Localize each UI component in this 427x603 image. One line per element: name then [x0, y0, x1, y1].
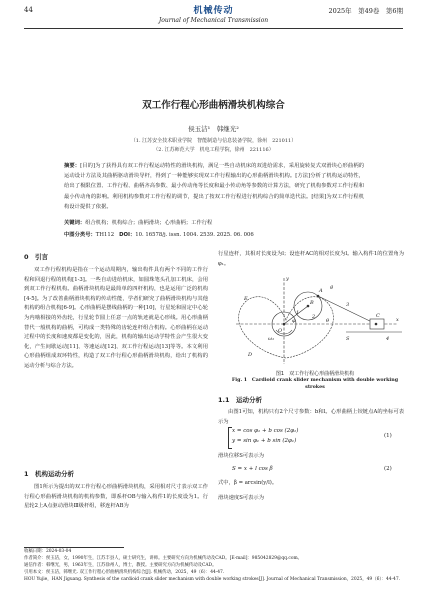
header-rule: [24, 28, 403, 29]
intro-paragraph: 双工作行程机构是指在一个运动周期内，输出构件具有两个不同的工作行程和回退行程的机构[1-3]。一些自动进给机床，如圆珠笔头孔加工机床，会用到双工作行程机构。曲柄滑块机构是最简单的四杆机构，也是运用广泛的机构[4-5]。为了改善曲柄滑块机构的传动性能，学者们研究了曲柄滑块机构与其他机构的组合机构[6-9]。心形曲柄是摆线曲柄的一种[10]，行星轮和固定中心轮为内啮相接的外齿轮，行星轮节圆上任意一点的轨迹就是心形线。用心形曲柄替代一般机构的曲柄，可构成一类特殊的齿轮连杆组合机构。心形曲柄在运动过程中的长度和速度都是变化的，因此，机构的输出运动学特性会产生很大变化，产生间歇运动[11]、等速运动[12]、双工作行程运动[13]等等。本文利用心形曲柄组成双环特性，构造了双工作行程心形曲柄滑块机构，给出了机构的运动分析与综合方法。: [24, 267, 208, 369]
cardioid-curve: [239, 297, 334, 358]
label-1: 1: [296, 310, 300, 316]
label-3: 3: [346, 302, 350, 308]
label-theta: θ: [326, 318, 330, 324]
section-1-heading: 1 机构运动分析: [24, 470, 75, 478]
equation-1a: x = cos φ₁ + b cos (2φ₁): [232, 428, 299, 434]
section-1-1-paragraph: 由图1可知，机构只有2个尺寸参数：b和l。心形曲柄上铰链点A的坐标可表示为: [218, 409, 404, 425]
doi-value: 10. 16578/j. issn. 1004. 2539. 2025. 06. 006: [135, 232, 254, 238]
footnote-author: 作者简介：侯玉洁，女，1990年生，江苏丰县人，硕士研究生，讲师。主要研究方向为机械传动及CAD。[E-mail]：985042829@qq.com。: [24, 556, 303, 561]
doi-label: DOI：: [119, 232, 136, 238]
label-g: g: [330, 284, 334, 290]
equation-1-number: (1): [384, 433, 392, 439]
label-a: A: [319, 288, 323, 294]
label-phi: φ: [292, 318, 296, 324]
label-x: x: [396, 317, 399, 323]
issue-info: 2025年 第49卷 第6期: [328, 7, 403, 15]
pivot-b: [307, 305, 310, 308]
label-b: B: [310, 300, 314, 306]
abstract: [64, 161, 364, 212]
figure-1-mechanism: [226, 270, 404, 368]
paper-authors: 侯玉洁¹ 韩继光²: [188, 125, 239, 133]
journal-title-cn: 机械传动: [193, 6, 234, 16]
footnote-received: 收稿日期：2024-03-04: [24, 549, 72, 554]
displacement-intro: 滑块位移S可表示为: [218, 453, 265, 459]
label-4: 4: [386, 336, 390, 342]
figure-1-caption-cn: 图1 双工作行程心形曲柄滑块机构: [275, 371, 355, 377]
affiliation-1: （1. 江苏安全技术职业学院 智能制造与信息装备学院，徐州 221011）: [130, 138, 297, 144]
label-d: D: [248, 352, 253, 358]
page-number: 44: [24, 6, 33, 14]
affiliation-2: （2. 江苏师范大学 机电工程学院，徐州 221116）: [153, 147, 274, 153]
classification: [64, 230, 364, 238]
label-y: y: [286, 276, 289, 282]
equation-1-brace: [228, 427, 232, 449]
equation-1b: y = sin φ₁ + b sin (2φ₁): [232, 438, 297, 444]
label-2: 2: [312, 314, 316, 320]
abstract-text: [目的]为了获得具有双工作行程运动特性的滑块机构，满足一些自动机床的双进给需求，采用旋转复式双滑块心形曲柄的运动设计方法及其曲柄驱动滑块导杆，得到了一种能够实现双工作行程输出的心形曲柄滑块机构。[方法]分析了机构运动特性，给出了极限位置、工作行程、曲柄齐高参数、最小传动角等长度和最小传动角等参数的计算方法，研究了机构参数对工作行程和最小传动角的影响。利用机构参数对工作行程的调节，提出了按双工作行程进行机构综合的简单迭代法。[结果]为双工作行程机构设计提供了依据。: [64, 163, 364, 210]
equation-2: S = x + l cos β: [232, 466, 273, 472]
label-e: E: [244, 296, 248, 302]
label-s: S: [346, 336, 350, 342]
section-0-heading: 0 引言: [24, 253, 49, 261]
label-o: O: [278, 328, 283, 334]
label-omega: ω₁: [268, 336, 275, 342]
pivot-o: [283, 323, 286, 326]
abstract-label: 摘要：: [64, 163, 81, 169]
section-1-1-heading: 1.1 运动分析: [218, 396, 263, 404]
journal-title-en: Journal of Mechanical Transmission: [158, 17, 269, 24]
footnote-citation-en: HOU Yujie，HAN Jiguang. Synthesis of the cardioid crank slider mechanism with double working strokes[J]. Journal of Mechanical Transmission，2025，49（6）：44-47.: [24, 577, 401, 582]
paper-title: 双工作行程心形曲柄滑块机构综合: [142, 100, 285, 111]
label-c: C: [376, 313, 380, 319]
beta-definition: 式中，β = arcsin(y/l)。: [218, 480, 278, 486]
footnote-rule: [24, 547, 124, 548]
section-1-paragraph: 图1所示为提出的双工作行程心形曲柄滑块机构，采用相对尺寸表示双工作行程心形曲柄滑块机构的机构参数，即系杆OB与输入构件1的长度设为1。行星轮2上A点驱动滑块Ⅲ级杆组，移连杆AB为: [24, 484, 208, 510]
clc-value: TH112: [95, 232, 115, 238]
keywords-text: 组合机构；机构综合；曲柄滑块；心形曲柄；工作行程: [85, 220, 213, 226]
clc-label: 中图分类号：: [64, 232, 96, 238]
keywords-label: 关键词：: [64, 220, 86, 226]
footnote-corresponding: 通信作者：韩继光，男，1963年生，江苏徐州人，博士，教授。主要研究方向为机械传动及CAD。: [24, 563, 217, 568]
keywords: [64, 218, 364, 226]
velocity-intro: 滑块速度S可表示为: [218, 495, 265, 501]
pivot-a: [317, 295, 320, 298]
footnote-citation-cn: 引用本文：侯玉洁，韩继光. 双工作行程心形曲柄滑块机构综合[J]. 机械传动，2025，49（6）：44-47.: [24, 570, 225, 575]
equation-2-number: (2): [384, 466, 392, 472]
right-top-paragraph: 行星连杆，其相对长度设为l；设连杆AC的相对长度为l。输入构件1的位置角为φ₁。: [218, 251, 404, 267]
pivot-c: [375, 323, 378, 326]
figure-1-caption-en: Fig. 1 Cardioid crank slider mechanism with double working strokes: [231, 377, 399, 390]
